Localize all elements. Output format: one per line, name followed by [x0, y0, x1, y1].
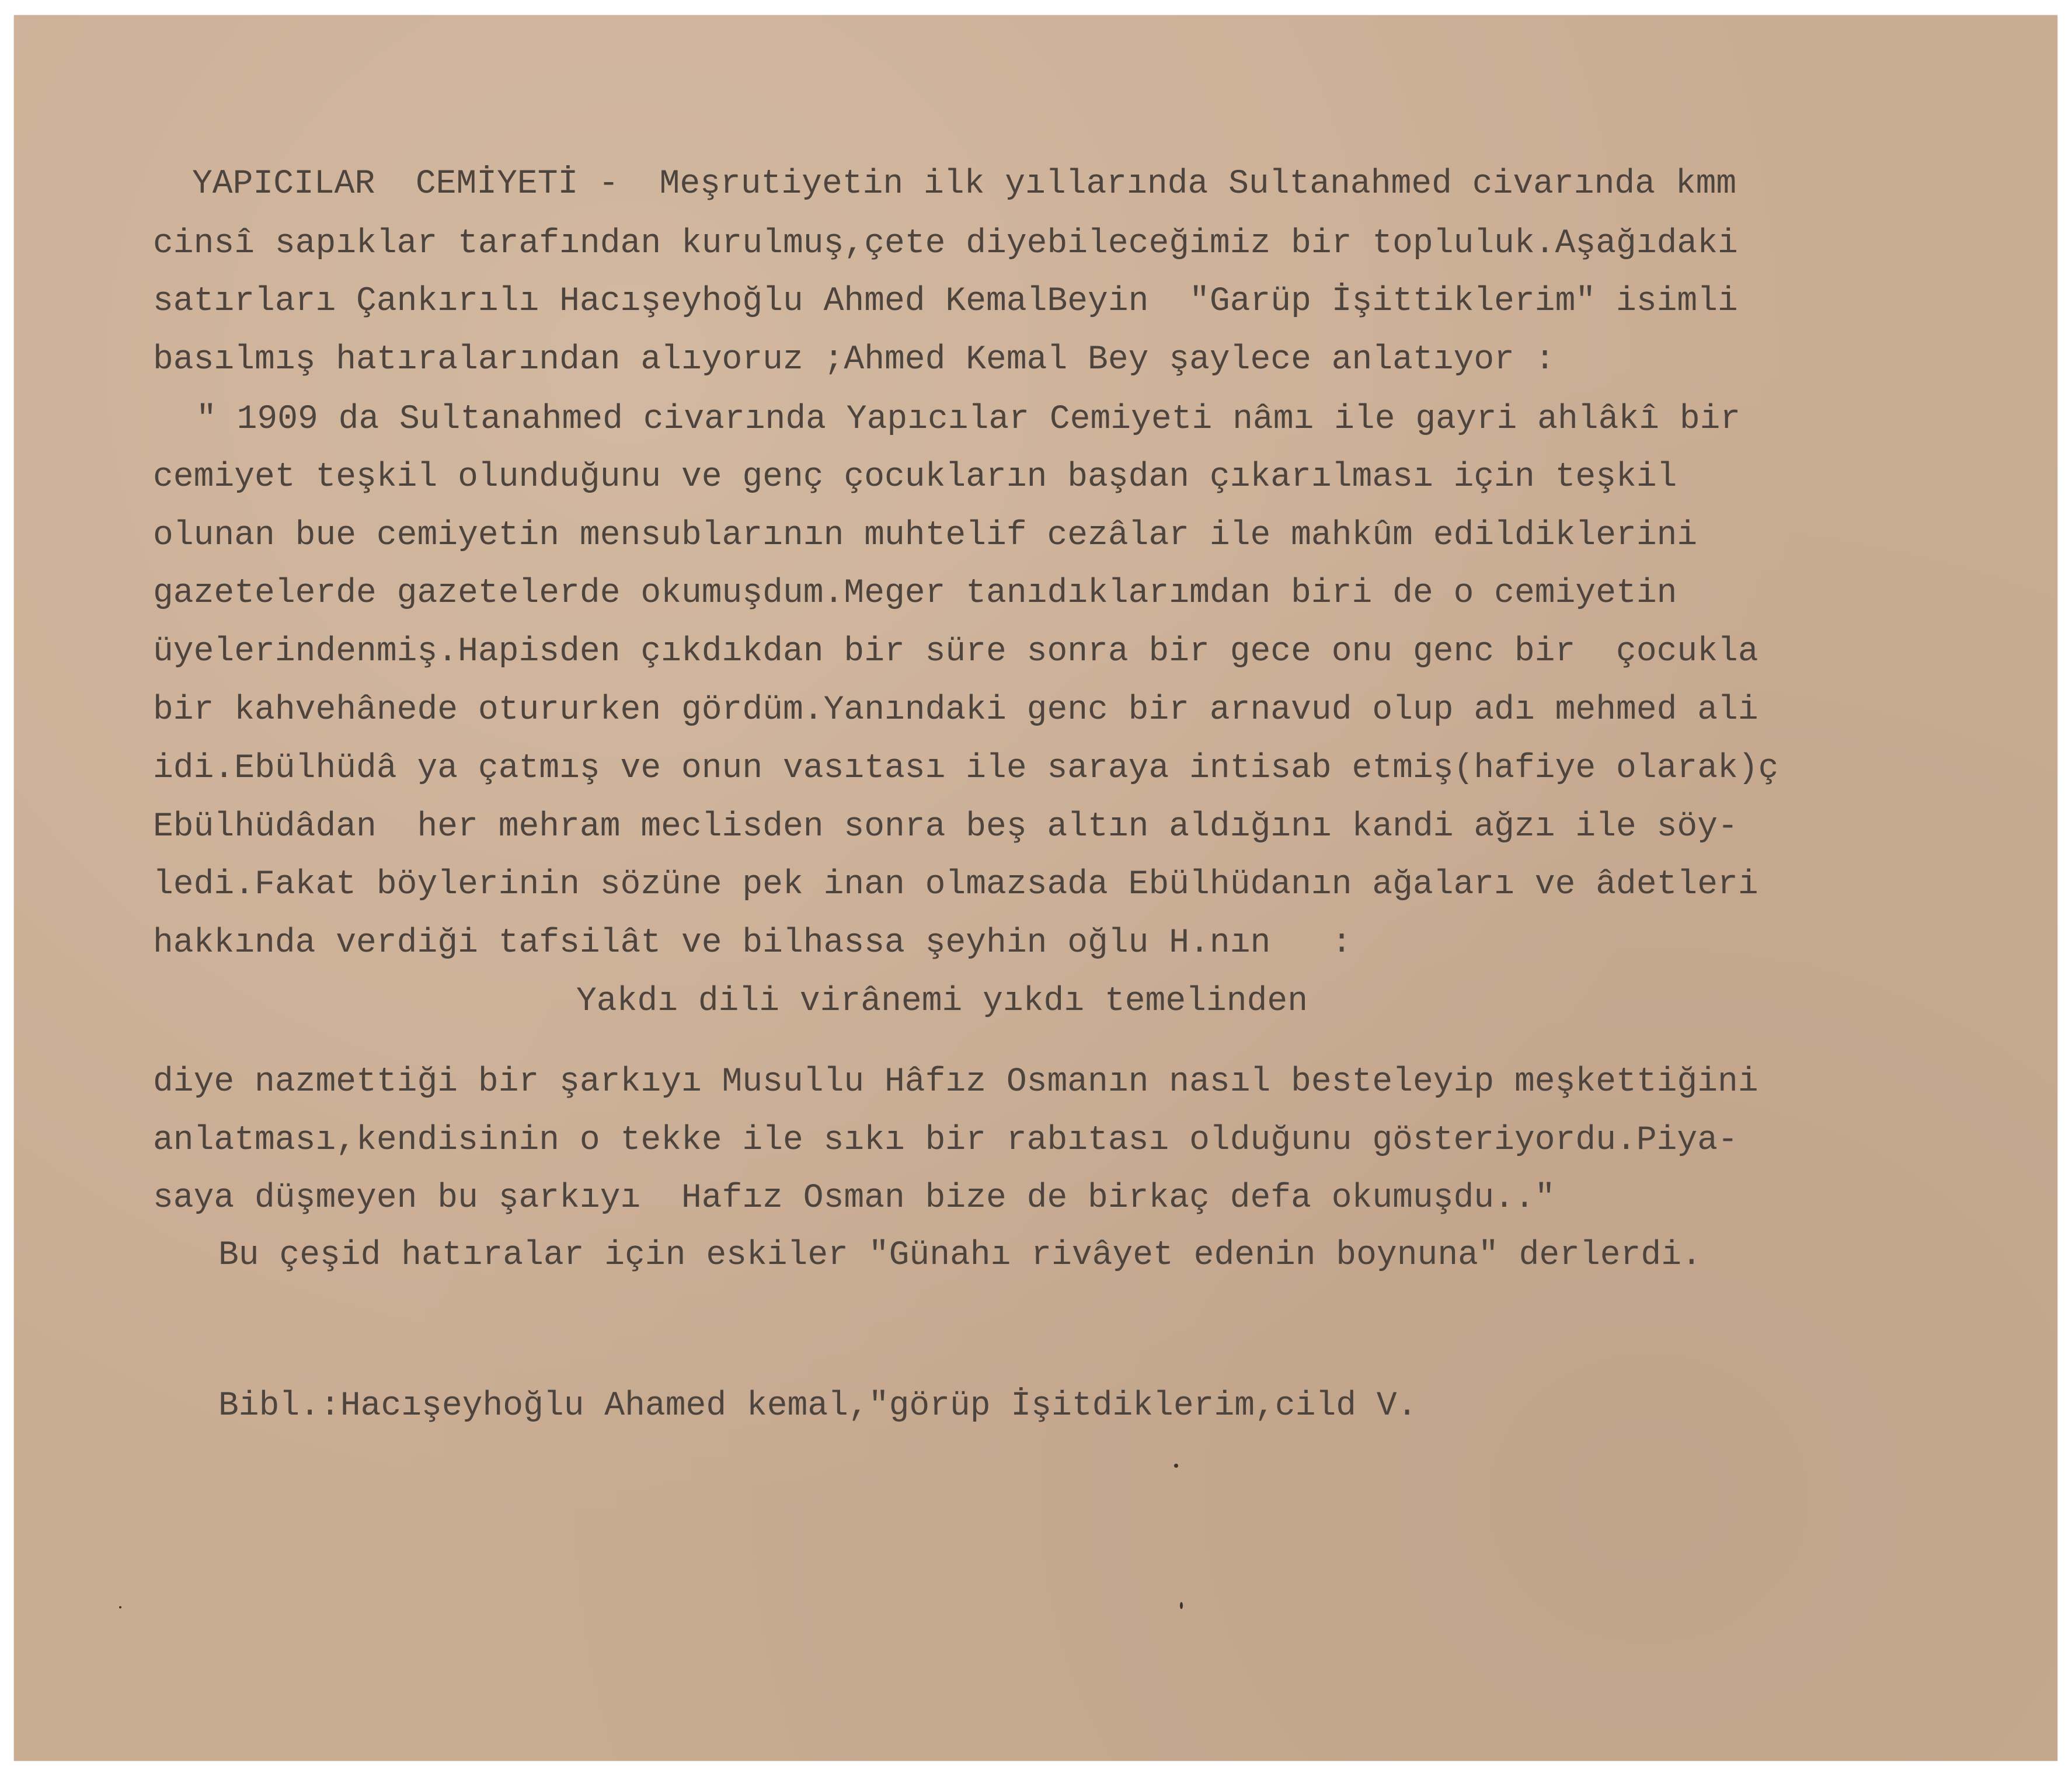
text-line-13: ledi.Fakat böylerinin sözüne pek inan olmazsada Ebülhüdanın ağaları ve âdetleri [153, 866, 1758, 904]
text-line-8: gazetelerde gazetelerde okumuşdum.Meger tanıdıklarımdan biri de o cemiyetin [153, 574, 1677, 612]
text-line-12: Ebülhüdâdan her mehram meclisden sonra beş altın aldığını kandi ağzı ile söy- [153, 808, 1738, 846]
text-line-1: YAPICILAR CEMİYETİ - Meşrutiyetin ilk yıllarında Sultanahmed civarında kmm [192, 165, 1737, 203]
text-line-2: cinsî sapıklar tarafından kurulmuş,çete diyebileceğimiz bir topluluk.Aşağıdaki [153, 225, 1738, 263]
typewritten-page [14, 15, 2057, 1761]
text-line-9: üyelerindenmiş.Hapisden çıkdıkdan bir süre sonra bir gece onu genc bir çocukla [153, 633, 1758, 671]
text-line-14: hakkında verdiği tafsilât ve bilhassa şeyhin oğlu H.nın : [153, 924, 1352, 962]
text-line-3: satırları Çankırılı Hacışeyhoğlu Ahmed KemalBeyin "Garüp İşittiklerim" isimli [153, 283, 1738, 321]
text-line-7: olunan bue cemiyetin mensublarının muhtelif cezâlar ile mahkûm edildiklerini [153, 517, 1698, 555]
typed-text-block [14, 15, 1779, 1425]
text-line-10: bir kahvehânede otururken gördüm.Yanındaki genc bir arnavud olup adı mehmed ali [153, 691, 1758, 729]
text-line-4: basılmış hatıralarından alıyoruz ;Ahmed Kemal Bey şaylece anlatıyor : [153, 341, 1555, 379]
text-line-17: anlatması,kendisinin o tekke ile sıkı bir rabıtası olduğunu gösteriyordu.Piya- [153, 1122, 1738, 1159]
verse-line: Yakdı dili virânemi yıkdı temelinden [576, 983, 1308, 1021]
text-line-16: diye nazmettiği bir şarkıyı Musullu Hâfız Osmanın nasıl besteleyip meşkettiğini [153, 1063, 1758, 1101]
text-line-18: saya düşmeyen bu şarkıyı Hafız Osman bize de birkaç defa okumuşdu.." [153, 1179, 1555, 1217]
ink-speck [119, 1606, 121, 1608]
text-line-11: idi.Ebülhüdâ ya çatmış ve onun vasıtası ile saraya intisab etmiş(hafiye olarak)ç [153, 750, 1779, 788]
text-line-6: cemiyet teşkil olunduğunu ve genç çocukların başdan çıkarılması için teşkil [153, 458, 1677, 496]
text-line-19: Bu çeşid hatıralar için eskiler "Günahı rivâyet edenin boynuna" derlerdi. [218, 1237, 1702, 1274]
ink-speck [1180, 1602, 1183, 1609]
text-line-5: " 1909 da Sultanahmed civarında Yapıcılar Cemiyeti nâmı ile gayri ahlâkî bir [196, 401, 1741, 438]
ink-speck [1174, 1464, 1178, 1468]
bibliography-line: Bibl.:Hacışeyhoğlu Ahamed kemal,"görüp İşitdiklerim,cild V. [218, 1387, 1418, 1425]
